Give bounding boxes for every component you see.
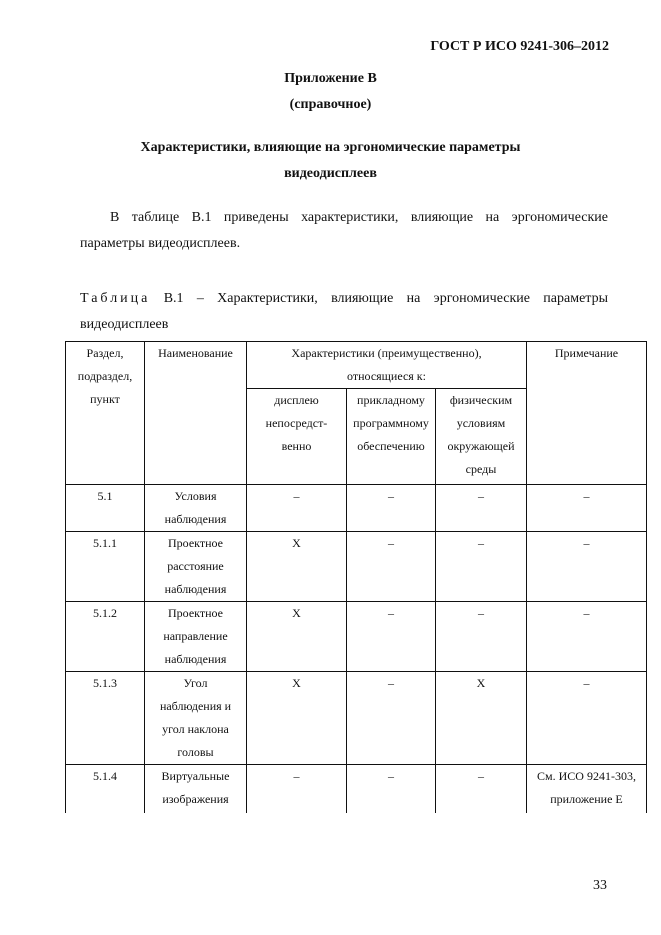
table-header-row: [66, 342, 647, 389]
table-caption: [80, 286, 608, 338]
appendix-heading-line1: Характеристики, влияющие на эргономические параметры: [140, 140, 521, 155]
intro-line1: В таблице В.1 приведены характеристики, влияющие на эргономические: [110, 210, 608, 225]
table-row: [66, 532, 647, 602]
header-section: Раздел, подраздел, пункт: [66, 342, 145, 485]
cell-display: –: [247, 485, 347, 532]
characteristics-table: [65, 341, 647, 813]
cell-software: –: [347, 602, 436, 672]
cell-software: –: [347, 672, 436, 765]
cell-section: 5.1.3: [66, 672, 145, 765]
table-caption-line2: видеодисплеев: [80, 317, 169, 332]
header-characteristics: Характеристики (преимущественно), относящиеся к:: [247, 342, 527, 389]
intro-line2: параметры видеодисплеев.: [80, 236, 241, 251]
intro-paragraph: [80, 205, 608, 257]
subheader-environment: физическим условиям окружающей среды: [436, 389, 527, 485]
table-caption-line1: [80, 286, 608, 312]
cell-name: Условия наблюдения: [145, 485, 247, 532]
table-caption-text: В.1 – Характеристики, влияющие на эргономические параметры: [150, 291, 608, 306]
cell-section: 5.1: [66, 485, 145, 532]
table-row: [66, 672, 647, 765]
table-row: [66, 765, 647, 813]
page-number: 33: [593, 878, 607, 893]
cell-note: См. ИСО 9241-303, приложение Е: [527, 765, 647, 813]
cell-environment: X: [436, 672, 527, 765]
cell-note: –: [527, 602, 647, 672]
cell-software: –: [347, 765, 436, 813]
appendix-title: Приложение В: [284, 71, 377, 86]
cell-environment: –: [436, 765, 527, 813]
subheader-display: дисплею непосредст- венно: [247, 389, 347, 485]
cell-section: 5.1.1: [66, 532, 145, 602]
header-note: Примечание: [527, 342, 647, 485]
cell-display: X: [247, 602, 347, 672]
subheader-software: прикладному программному обеспечению: [347, 389, 436, 485]
cell-name: Проектное расстояние наблюдения: [145, 532, 247, 602]
cell-section: 5.1.4: [66, 765, 145, 813]
table-row: [66, 485, 647, 532]
document-code: ГОСТ Р ИСО 9241-306–2012: [430, 39, 609, 54]
header-name: Наименование: [145, 342, 247, 485]
appendix-heading-line2: видеодисплеев: [284, 166, 377, 181]
cell-environment: –: [436, 485, 527, 532]
cell-note: –: [527, 485, 647, 532]
cell-display: X: [247, 532, 347, 602]
cell-display: –: [247, 765, 347, 813]
cell-software: –: [347, 532, 436, 602]
cell-section: 5.1.2: [66, 602, 145, 672]
cell-software: –: [347, 485, 436, 532]
table-row: [66, 602, 647, 672]
table-caption-label: Таблица: [80, 291, 151, 306]
cell-note: –: [527, 532, 647, 602]
cell-name: Проектное направление наблюдения: [145, 602, 247, 672]
cell-name: Угол наблюдения и угол наклона головы: [145, 672, 247, 765]
cell-display: X: [247, 672, 347, 765]
cell-name: Виртуальные изображения: [145, 765, 247, 813]
appendix-subtitle: (справочное): [289, 97, 372, 112]
cell-environment: –: [436, 532, 527, 602]
cell-environment: –: [436, 602, 527, 672]
cell-note: –: [527, 672, 647, 765]
